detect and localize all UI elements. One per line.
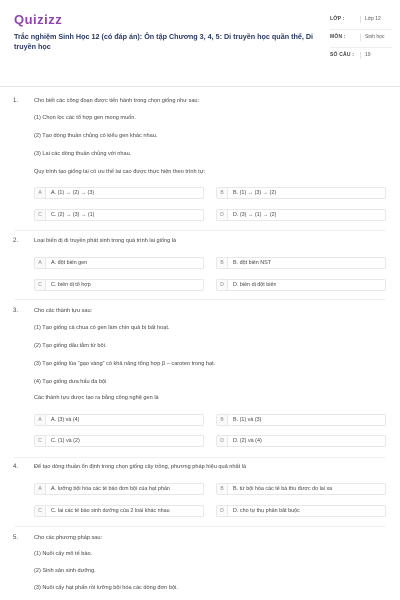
option-key: A bbox=[35, 188, 46, 198]
option-d[interactable] bbox=[216, 505, 386, 517]
meta-mon-label: MÔN : bbox=[330, 34, 346, 40]
meta-mon-value: Sinh học bbox=[360, 34, 392, 41]
question-text: (1) Nuôi cấy mô tế bào. bbox=[34, 551, 93, 557]
option-text: D. (3) → (1) → (2) bbox=[233, 212, 277, 218]
meta-socau-value: 19 bbox=[360, 52, 392, 59]
option-b[interactable] bbox=[216, 414, 386, 426]
question-text: (1) Chọn lọc các tổ hợp gen mong muốn. bbox=[34, 115, 136, 121]
option-key: C bbox=[35, 280, 46, 290]
option-a[interactable] bbox=[34, 414, 204, 426]
option-key: B bbox=[217, 415, 228, 425]
option-d[interactable] bbox=[216, 435, 386, 447]
option-key: A bbox=[35, 484, 46, 494]
option-key: D bbox=[217, 506, 228, 516]
question-number: 3. bbox=[13, 308, 19, 314]
option-key: A bbox=[35, 415, 46, 425]
option-c[interactable] bbox=[34, 209, 204, 221]
option-text: B. (1) → (3) → (2) bbox=[233, 190, 277, 196]
meta-row-socau bbox=[330, 52, 392, 59]
meta-lop-label: LỚP : bbox=[330, 16, 345, 22]
question-number: 5. bbox=[13, 535, 19, 541]
option-text: A. (3) và (4) bbox=[51, 417, 80, 423]
option-b[interactable] bbox=[216, 187, 386, 199]
question-text: (1) Tạo giống cà chua có gen làm chín quả bị bất hoạt. bbox=[34, 325, 170, 331]
option-key: C bbox=[35, 210, 46, 220]
option-key: D bbox=[217, 436, 228, 446]
option-text: B. đột biến NST bbox=[233, 260, 272, 266]
option-c[interactable] bbox=[34, 435, 204, 447]
option-key: D bbox=[217, 210, 228, 220]
question-divider bbox=[14, 457, 386, 458]
worksheet-header bbox=[0, 0, 400, 87]
option-text: A. đột biến gen bbox=[51, 260, 88, 266]
question-text: (3) Lai các dòng thuần chủng với nhau. bbox=[34, 151, 132, 157]
question-text: (2) Sinh sản sinh dưỡng. bbox=[34, 568, 96, 574]
option-text: C. (1) và (2) bbox=[51, 438, 80, 444]
question-number: 2. bbox=[13, 238, 19, 244]
option-text: B. (1) và (3) bbox=[233, 417, 262, 423]
option-c[interactable] bbox=[34, 279, 204, 291]
question-text: Cho các phương pháp sau: bbox=[34, 535, 103, 541]
question-text: (3) Nuôi cấy hạt phấn rồi lưỡng bội hóa các dòng đơn bội. bbox=[34, 585, 178, 591]
option-text: D. cho tự thụ phấn bắt buộc bbox=[233, 508, 300, 514]
meta-socau-label: SỐ CÂU : bbox=[330, 52, 355, 58]
meta-row-lop bbox=[330, 16, 392, 23]
question-number: 4. bbox=[13, 464, 19, 470]
option-key: D bbox=[217, 280, 228, 290]
question-text: Cho các thành tựu sau: bbox=[34, 308, 93, 314]
question-text: (4) Tạo giống dưa hấu đa bội bbox=[34, 379, 107, 385]
question-divider bbox=[14, 299, 386, 300]
worksheet-meta bbox=[330, 16, 392, 65]
option-text: C. lai các tế bào sinh dưỡng của 2 loài khác nhau bbox=[51, 508, 170, 514]
question-text: (2) Tạo giống dâu tằm tứ bội. bbox=[34, 343, 107, 349]
option-text: B. tứ bội hóa các tế bà thu được do lai xa bbox=[233, 486, 333, 492]
meta-divider bbox=[330, 47, 392, 48]
question-text: Để tạo dòng thuần ổn định trong chọn giống cây trồng, phương pháp hiệu quả nhất là bbox=[34, 464, 247, 470]
option-text: A. lưỡng bội hóa các tế bào đơn bội của hạt phấn bbox=[51, 486, 170, 492]
question-text: (2) Tạo dòng thuần chủng có kiểu gen khác nhau. bbox=[34, 133, 158, 139]
option-a[interactable] bbox=[34, 257, 204, 269]
option-key: A bbox=[35, 258, 46, 268]
quizizz-logo[interactable]: Quizizz bbox=[14, 12, 63, 27]
option-text: C. biến dị tổ hợp bbox=[51, 282, 91, 288]
meta-lop-value: Lớp 12 bbox=[360, 16, 392, 23]
option-a[interactable] bbox=[34, 483, 204, 495]
option-d[interactable] bbox=[216, 209, 386, 221]
option-b[interactable] bbox=[216, 257, 386, 269]
meta-row-mon bbox=[330, 34, 392, 41]
option-b[interactable] bbox=[216, 483, 386, 495]
option-key: C bbox=[35, 436, 46, 446]
question-divider bbox=[14, 526, 386, 527]
question-text: Loại biến dị di truyền phát sinh trong quá trình lai giống là bbox=[34, 238, 177, 244]
option-c[interactable] bbox=[34, 505, 204, 517]
option-text: A. (1) → (2) → (3) bbox=[51, 190, 95, 196]
question-text: (3) Tạo giống lúa “gạo vàng” có khả năng tổng hợp β – caroten trong hạt. bbox=[34, 361, 216, 367]
option-key: C bbox=[35, 506, 46, 516]
option-key: B bbox=[217, 258, 228, 268]
meta-divider bbox=[330, 29, 392, 30]
question-text: Các thành tựu được tạo ra bằng công nghệ gen là bbox=[34, 395, 159, 401]
option-d[interactable] bbox=[216, 279, 386, 291]
option-key: B bbox=[217, 484, 228, 494]
option-text: D. (2) và (4) bbox=[233, 438, 262, 444]
worksheet-title: Trắc nghiệm Sinh Học 12 (có đáp án): Ôn tập Chương 3, 4, 5: Di truyền học quần thể, Di truyền học bbox=[14, 32, 314, 51]
option-text: D. biến dị đột biến bbox=[233, 282, 277, 288]
question-text: Quy trình tạo giống lai có ưu thế lai cao được thực hiện theo trình tự: bbox=[34, 169, 206, 175]
option-key: B bbox=[217, 188, 228, 198]
question-divider bbox=[14, 230, 386, 231]
option-a[interactable] bbox=[34, 187, 204, 199]
option-text: C. (2) → (3) → (1) bbox=[51, 212, 95, 218]
question-number: 1. bbox=[13, 98, 19, 104]
question-text: Cho biết các công đoạn được tiến hành trong chọn giống như sau: bbox=[34, 98, 200, 104]
